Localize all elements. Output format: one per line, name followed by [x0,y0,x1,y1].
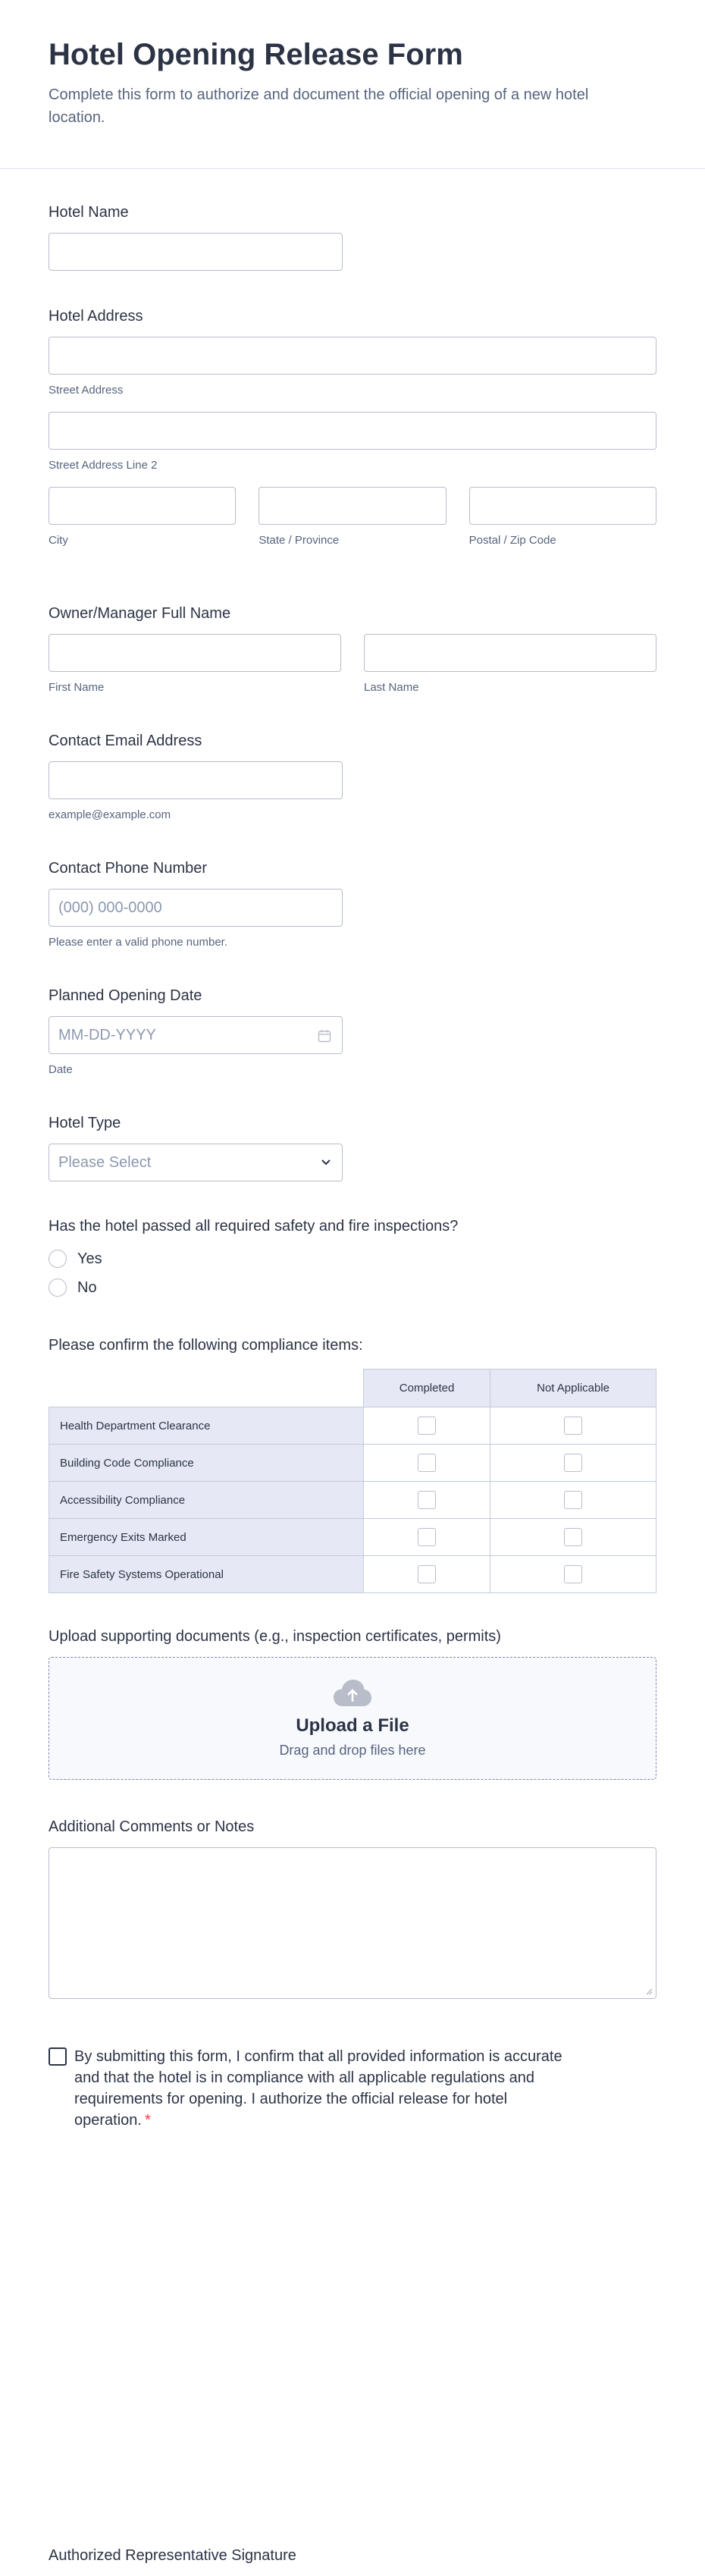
hotel-address-label: Hotel Address [49,308,143,325]
phone-label: Contact Phone Number [49,860,208,877]
not-applicable-checkbox[interactable] [564,1565,582,1583]
signature-field [49,2546,656,2576]
page-subtitle: Complete this form to authorize and document the official opening of a new hotel location. [49,86,589,126]
matrix-row [49,1407,656,1445]
not-applicable-checkbox[interactable] [564,1417,582,1435]
matrix-row-label: Fire Safety Systems Operational [49,1556,364,1593]
city-input[interactable] [49,487,236,525]
zip-sublabel: Postal / Zip Code [468,534,556,547]
consent-text-wrap [74,2046,579,2131]
completed-checkbox[interactable] [418,1417,436,1435]
owner-name-label: Owner/Manager Full Name [49,605,231,622]
consent-checkbox-row[interactable] [49,2046,579,2131]
phone-input[interactable] [49,889,343,927]
state-sublabel: State / Province [258,534,340,547]
state-input[interactable] [258,487,446,525]
matrix-corner [49,1370,364,1407]
opening-date-input[interactable] [49,1016,343,1054]
hotel-name-input[interactable] [49,233,343,271]
street-address-sublabel: Street Address [49,384,124,397]
radio-button[interactable] [49,1250,67,1268]
matrix-row-label: Health Department Clearance [49,1407,364,1445]
last-name-sublabel: Last Name [364,681,419,694]
completed-checkbox[interactable] [418,1454,436,1472]
hotel-address-field [49,307,656,547]
phone-placeholder: (000) 000-0000 [58,899,162,916]
matrix-column-completed: Completed [364,1370,490,1407]
upload-dropzone[interactable] [49,1657,656,1780]
opening-date-sublabel: Date [49,1063,73,1076]
not-applicable-checkbox[interactable] [564,1528,582,1546]
inspections-field [49,1217,656,1307]
comments-field [49,1818,656,1999]
hotel-name-label: Hotel Name [49,204,129,221]
consent-field [49,2046,656,2131]
upload-field [49,1627,656,1780]
first-name-input[interactable] [49,634,341,672]
cloud-upload-icon [333,1679,372,1708]
hotel-name-field [49,203,343,271]
not-applicable-checkbox[interactable] [564,1491,582,1509]
street-address-line2-input[interactable] [49,412,656,450]
matrix-row [49,1445,656,1482]
city-sublabel: City [49,534,68,547]
opening-date-field [49,987,343,1076]
street-address-input[interactable] [49,337,656,375]
not-applicable-checkbox[interactable] [564,1454,582,1472]
hotel-type-select[interactable] [49,1144,343,1181]
comments-textarea[interactable] [49,1847,656,1999]
opening-date-placeholder: MM-DD-YYYY [58,1026,156,1043]
inspections-option-yes[interactable] [49,1250,656,1268]
form-header [0,0,705,169]
completed-checkbox[interactable] [418,1528,436,1546]
consent-checkbox[interactable] [49,2047,67,2066]
calendar-icon[interactable] [318,1029,331,1043]
upload-title: Upload a File [296,1715,409,1736]
compliance-matrix [49,1369,656,1593]
comments-label: Additional Comments or Notes [49,1818,255,1835]
consent-text: By submitting this form, I confirm that all provided information is accurate and that the hotel is in compliance with all applicable regulations and requirements for opening. I authorize the official release for hotel operation. [74,2048,562,2129]
matrix-column-not-applicable: Not Applicable [490,1370,656,1407]
radio-button[interactable] [49,1279,67,1297]
zip-input[interactable] [469,487,656,525]
resize-handle-icon[interactable] [645,1988,653,1995]
matrix-row-label: Building Code Compliance [49,1445,364,1482]
email-sublabel: example@example.com [49,808,171,821]
city-state-zip-row [49,487,656,547]
upload-label: Upload supporting documents (e.g., inspection certificates, permits) [49,1628,501,1645]
owner-name-row [49,634,656,694]
inspections-option-no-label: No [77,1279,97,1296]
upload-subtitle: Drag and drop files here [279,1742,426,1758]
compliance-field [49,1336,656,1593]
street-address-line2-sublabel: Street Address Line 2 [49,459,158,472]
owner-name-field [49,604,656,694]
compliance-label: Please confirm the following compliance items: [49,1337,363,1354]
inspections-label: Has the hotel passed all required safety and fire inspections? [49,1218,459,1235]
first-name-sublabel: First Name [49,681,105,694]
hotel-type-field [49,1114,343,1181]
matrix-row [49,1556,656,1593]
required-mark: * [144,2112,151,2129]
opening-date-label: Planned Opening Date [49,987,202,1004]
completed-checkbox[interactable] [418,1491,436,1509]
last-name-input[interactable] [364,634,656,672]
chevron-down-icon [321,1159,331,1166]
email-input[interactable] [49,761,343,799]
inspections-option-no[interactable] [49,1279,656,1297]
inspections-option-yes-label: Yes [77,1250,102,1267]
signature-label: Authorized Representative Signature [49,2547,296,2564]
email-field [49,732,343,821]
matrix-row-label: Accessibility Compliance [49,1482,364,1519]
completed-checkbox[interactable] [418,1565,436,1583]
phone-sublabel: Please enter a valid phone number. [49,936,227,949]
matrix-row [49,1519,656,1556]
page-title: Hotel Opening Release Form [49,38,463,71]
email-label: Contact Email Address [49,733,202,749]
hotel-type-label: Hotel Type [49,1115,121,1131]
matrix-row-label: Emergency Exits Marked [49,1519,364,1556]
phone-field [49,859,343,949]
matrix-row [49,1482,656,1519]
hotel-type-selected: Please Select [58,1153,152,1171]
